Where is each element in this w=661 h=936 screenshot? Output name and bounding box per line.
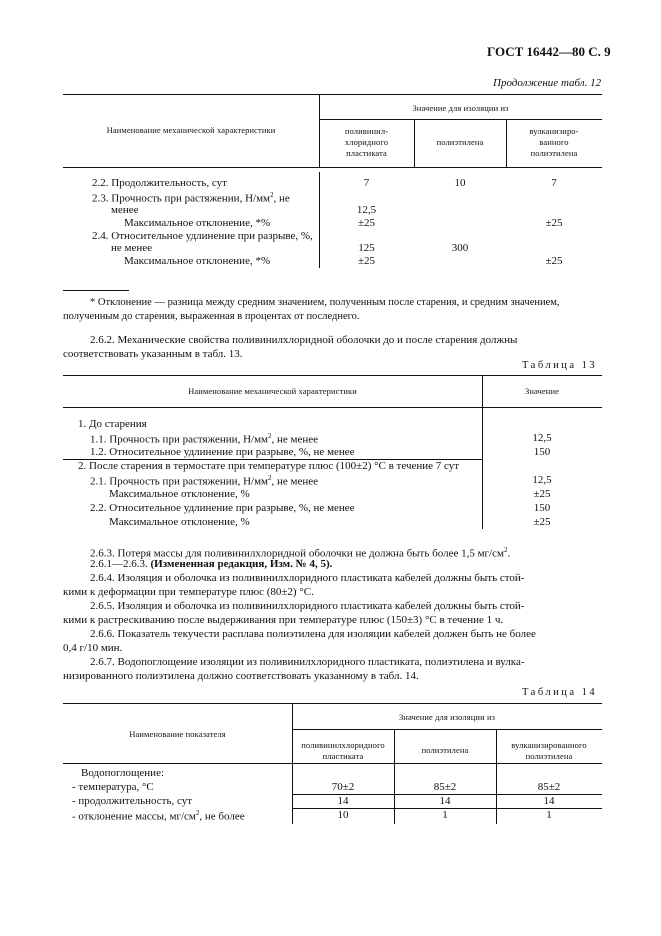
table14-header-bottom-rule bbox=[63, 763, 602, 764]
table12-row-duration-pe: 10 bbox=[454, 177, 466, 189]
para-267-line-2: низированного полиэтилена должно соответствовать указанному в табл. 14. bbox=[63, 670, 419, 682]
table12-row-strength-pvc: 12,5 bbox=[356, 204, 377, 216]
footnote-line-1: * Отклонение — разница между средним значением, полученным после старения, и средним значением, bbox=[90, 297, 560, 308]
table12-row-elong-dev-vpe: ±25 bbox=[545, 255, 563, 267]
table14-row-duration-label: - продолжительность, сут bbox=[72, 795, 193, 807]
table12-col-main-header: Наименование механической характеристики bbox=[106, 125, 276, 135]
table13-label: Таблица 13 bbox=[522, 360, 598, 371]
table13-row-1-2-label: 1.2. Относительное удлинение при разрыве, %, не менее bbox=[90, 446, 355, 458]
table12-row-strength-dev-label: Максимальное отклонение, *% bbox=[124, 217, 271, 229]
table14-row-duration-pe: 14 bbox=[439, 795, 451, 807]
para-266-line-1: 2.6.6. Показатель текучести расплава полиэтилена для изоляции кабелей должен быть не более bbox=[90, 628, 536, 640]
page-header: ГОСТ 16442—80 С. 9 bbox=[487, 44, 611, 59]
table12-row-duration-vpe: 7 bbox=[551, 177, 557, 189]
table14-col-pe-header: полиэтилена bbox=[421, 745, 469, 755]
table13-row-2-1-label: 2.1. Прочность при растяжении, $Н/мм^2$, не менее bbox=[90, 474, 319, 488]
para-263: 2.6.3. Потеря массы для поливинилхлоридной оболочки не должна быть более 1,5 $мг/см^2$. bbox=[90, 546, 511, 560]
table12-row-strength-label: 2.3. Прочность при растяжении, $Н/мм^2$, не bbox=[92, 191, 290, 205]
table12-row-elong-dev-pvc: ±25 bbox=[357, 255, 376, 267]
table13-row-1-1-value: 12,5 bbox=[532, 432, 552, 444]
table14-row-mass-pe: 1 bbox=[442, 809, 448, 821]
para-264-line-2: кими к деформации при температуре плюс (80±2) °С. bbox=[63, 586, 314, 598]
table13-row-2-2-label: 2.2. Относительное удлинение при разрыве, %, не менее bbox=[90, 502, 355, 514]
table12-row-strength-dev-pvc: ±25 bbox=[357, 217, 376, 229]
para-262-line-2: соответствовать указанным в табл. 13. bbox=[63, 348, 243, 360]
table12-row-strength-label-cont: менее bbox=[111, 204, 139, 216]
table14-row-water-absorption: Водопоглощение: bbox=[81, 767, 165, 779]
para-264-line-1: 2.6.4. Изоляция и оболочка из поливинилхлоридного пластиката кабелей должны быть стой- bbox=[90, 572, 525, 584]
table13-row-2-2-dev-value: ±25 bbox=[533, 516, 551, 528]
table12-row-elong-pvc: 125 bbox=[358, 242, 375, 254]
table14-row-duration-pvc: 14 bbox=[337, 795, 349, 807]
para-261-263: 2.6.1—2.6.3. (Измененная редакция, Изм. № 4, 5). bbox=[90, 558, 333, 570]
para-266-line-2: 0,4 г/10 мин. bbox=[63, 642, 123, 654]
table13-col-value-header: Значение bbox=[525, 386, 559, 396]
table13-row-2-2-value: 150 bbox=[533, 502, 551, 514]
footnote-rule bbox=[63, 290, 129, 291]
table14-row-temp-pe: 85±2 bbox=[433, 781, 457, 793]
table13-row-2-1-dev-label: Максимальное отклонение, % bbox=[109, 488, 250, 500]
table13-row-before-aging: 1. До старения bbox=[78, 418, 147, 430]
table13-row-2-2-dev-label: Максимальное отклонение, % bbox=[109, 516, 250, 528]
table14-col-main-header: Наименование показателя bbox=[129, 729, 226, 739]
para-267-line-1: 2.6.7. Водопоглощение изоляции из поливинилхлоридного пластиката, полиэтилена и вулка- bbox=[90, 656, 525, 668]
table12-row-strength-dev-vpe: ±25 bbox=[545, 217, 563, 229]
table12-row-duration-label: 2.2. Продолжительность, сут bbox=[92, 177, 227, 189]
table13-row-after-aging: 2. После старения в термостате при температуре плюс (100±2) °С в течение 7 сут bbox=[78, 460, 460, 472]
table14-row-temp-vpe: 85±2 bbox=[537, 781, 561, 793]
table13-row-1-2-value: 150 bbox=[533, 446, 551, 458]
table12-row-elong-pe: 300 bbox=[451, 242, 469, 254]
table14-row-temp-pvc: 70±2 bbox=[331, 781, 355, 793]
table12-group-rule bbox=[319, 119, 602, 120]
table14-col-pvc-header: поливинилхлоридного пластиката bbox=[301, 740, 385, 761]
table14-row-mass-vpe: 1 bbox=[546, 809, 552, 821]
table13-row-2-1-dev-value: ±25 bbox=[533, 488, 551, 500]
table14-label: Таблица 14 bbox=[522, 687, 598, 698]
table12-col-pvc-header: поливинил- хлоридного пластиката bbox=[344, 126, 389, 158]
table14-row-temp-label: - температура, °С bbox=[72, 781, 154, 793]
table14-col-group-header: Значение для изоляции из bbox=[398, 712, 496, 722]
table12-col-pe-header: полиэтилена bbox=[436, 137, 484, 147]
table12-col-vpe-header: вулканизиро- ванного полиэтилена bbox=[529, 126, 579, 158]
table14-row-mass-pvc: 10 bbox=[337, 809, 349, 821]
table14-group-rule bbox=[292, 729, 602, 730]
table12-row-elong-dev-label: Максимальное отклонение, *% bbox=[124, 255, 271, 267]
footnote-line-2: полученным до старения, выраженная в процентах от последнего. bbox=[63, 311, 360, 322]
table13-col-main-header: Наименование механической характеристики bbox=[188, 386, 357, 396]
table13-row-2-1-value: 12,5 bbox=[532, 474, 552, 486]
para-265-line-2: кими к растрескиванию после выдерживания при температуре плюс (150±3) °С в течение 1 ч. bbox=[63, 614, 504, 626]
para-265-line-1: 2.6.5. Изоляция и оболочка из поливинилхлоридного пластиката кабелей должны быть стой- bbox=[90, 600, 525, 612]
table14-col-vpe-header: вулканизированного полиэтилена bbox=[511, 740, 587, 761]
table12-continuation: Продолжение табл. 12 bbox=[493, 77, 602, 89]
table12-top-rule bbox=[63, 94, 602, 95]
table13-row-1-1-label: 1.1. Прочность при растяжении, $Н/мм^2$, не менее bbox=[90, 432, 319, 446]
table12-header-bottom-rule bbox=[63, 167, 602, 168]
table14-row-duration-vpe: 14 bbox=[543, 795, 555, 807]
table14-top-rule bbox=[63, 703, 602, 704]
para-262-line-1: 2.6.2. Механические свойства поливинилхлоридной оболочки до и после старения должны bbox=[90, 334, 518, 346]
table12-row-elong-label: 2.4. Относительное удлинение при разрыве, %, bbox=[92, 230, 313, 242]
table14-row-mass-label: - отклонение массы, $мг/см^2$, не более bbox=[72, 809, 245, 823]
table13-header-bottom-rule bbox=[63, 407, 602, 408]
table12-row-duration-pvc: 7 bbox=[363, 177, 370, 189]
table12-row-elong-label-cont: не менее bbox=[111, 242, 153, 254]
table13-top-rule bbox=[63, 375, 602, 376]
table12-col-group-header: Значение для изоляции из bbox=[412, 103, 509, 113]
